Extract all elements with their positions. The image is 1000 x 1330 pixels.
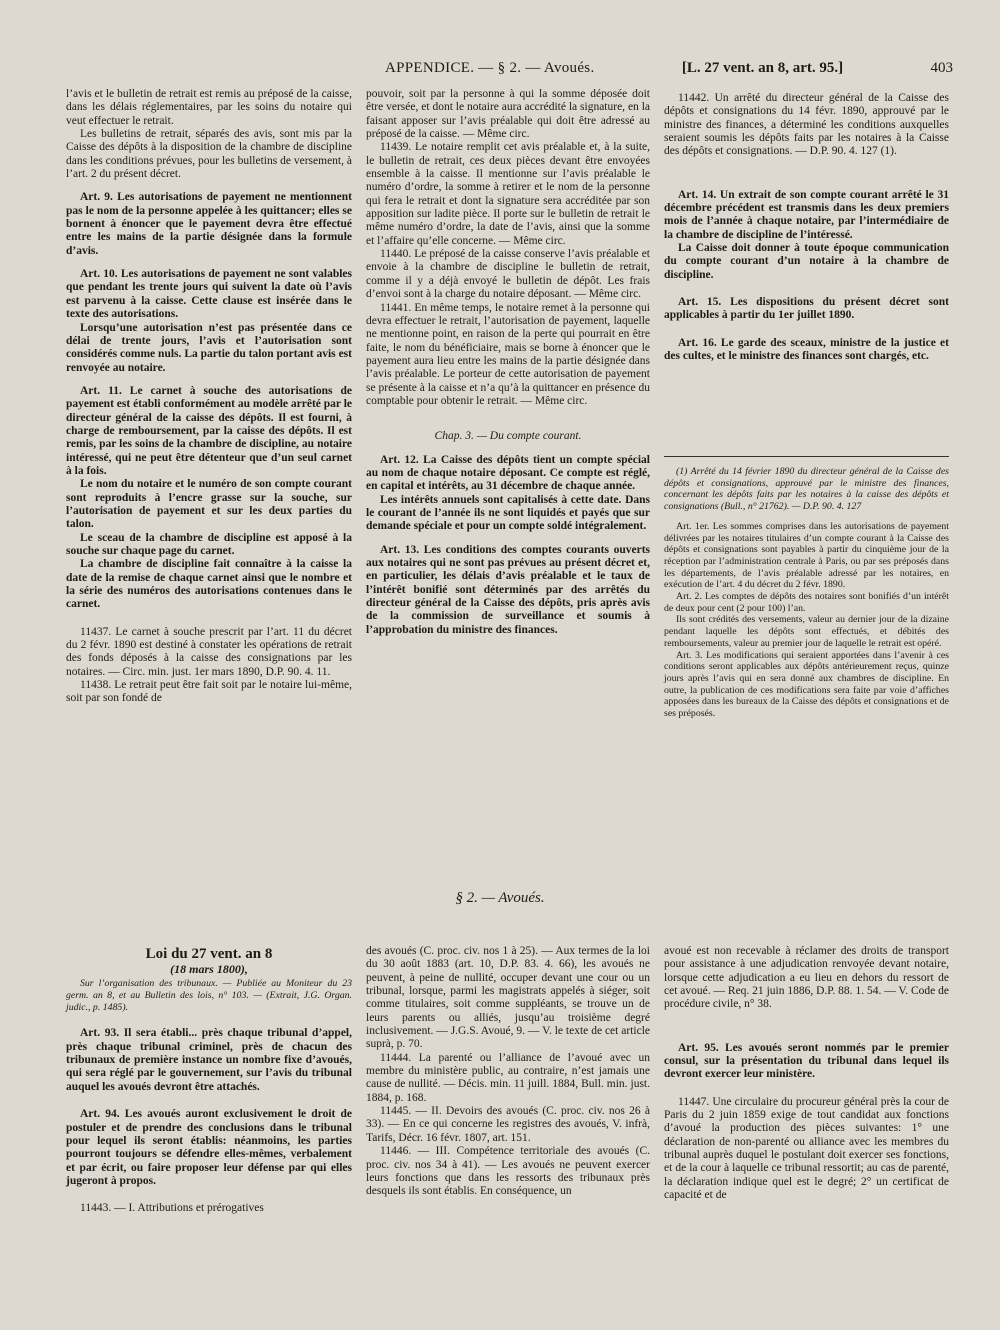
paragraph-11446: 11446. — III. Compétence territoriale des avoués (C. proc. civ. nos 34 à 41). — Les avoués ne peuvent exercer leurs fonctions que dans les ressorts des tribunaux près desquels ils sont établis. En conséquence, un <box>366 1145 650 1198</box>
article-15: Art. 15. Les dispositions du présent décret sont applicables à partir du 1er juillet 1890. <box>664 296 949 322</box>
paragraph-11439: 11439. Le notaire remplit cet avis préalable et, à la suite, le bulletin de retrait, ces deux pièces devant être envoyées ensemble à la caisse. Il mentionne sur l’avis préalable le numéro d’ordre, la somme à retirer et le nom de la personne qui fera le retrait et dont la signature sera accréditée par son apposition sur ladite pièce. Il porte sur le bulletin de retrait le même numéro d’ordre, la date de l’avis, ainsi que la somme et l’affaire qu’elle concerne. — Même circ. <box>366 141 650 247</box>
footnote-article-2: Art. 2. Les comptes de dépôts des notaires sont bonifiés d’un intérêt de deux pour cent (2 pour 100) l’an. <box>664 591 949 614</box>
chapter-heading: Chap. 3. — Du compte courant. <box>434 430 582 443</box>
footnote <box>664 466 949 720</box>
paragraph: pouvoir, soit par la personne à qui la somme déposée doit être versée, et dont le notaire aura accrédité la signature, en la faisant apposer sur l’avis préalable qui doit être adressé au préposé de la caisse. — Même circ. <box>366 88 650 141</box>
article-11: Art. 11. Le carnet à souche des autorisations de payement est établi conformément au modèle arrêté par le directeur général de la caisse des dépôts. Il est fourni, à charge de remboursement, par la caisse des dépôts. Il est remis, par les soins de la chambre de discipline, au notaire intéressé, qui ne peut être détenteur que d’un seul carnet à la fois. <box>66 384 352 477</box>
paragraph-11443: 11443. — I. Attributions et prérogatives <box>80 1202 264 1215</box>
paragraph: Les bulletins de retrait, séparés des avis, sont mis par la Caisse des dépôts à la disposition de la chambre de discipline dans les conditions prévues, pour les bulletins de versement, à l’art. 2 du présent décret. <box>66 128 352 181</box>
paragraph: La Caisse doit donner à toute époque communication du compte courant d’un notaire à la chambre de discipline. <box>664 242 949 281</box>
footnote-heading: (1) Arrêté du 14 février 1890 du directeur général de la Caisse des dépôts et consignations, approuvé par le ministre des finances, concernant les dépôts faits par les notaires à la caisse des dépôts et consignations (Bull., n° 21762). — D.P. 90. 4. 127 <box>664 466 949 513</box>
bottom-column-1 <box>66 945 352 1216</box>
top-column-3 <box>664 92 949 364</box>
page-number: 403 <box>930 60 953 76</box>
header-title: APPENDICE. — § 2. — Avoués. <box>385 60 595 76</box>
article-12: Art. 12. La Caisse des dépôts tient un compte spécial au nom de chaque notaire déposant. Ce compte est réglé, en capital et intérêts, au 31 décembre de chaque année. <box>366 453 650 493</box>
paragraph: La chambre de discipline fait connaître à la caisse la date de la remise de chaque carnet ainsi que le nombre et la série des numéros des autorisations contenues dans le carnet. <box>66 558 352 611</box>
article-16: Art. 16. Le garde des sceaux, ministre de la justice et des cultes, et le ministre des finances sont chargés, etc. <box>664 336 949 363</box>
paragraph-11447: 11447. Une circulaire du procureur général près la cour de Paris du 2 juin 1859 exige de tout candidat aux fonctions d’avoué la production des pièces suivantes: 1° une déclaration de non-parenté ou alliance avec les membres du tribunal auprès duquel le postulant doit exercer ses fonctions, et de la cour à laquelle ce tribunal ressortit; au cas de parenté, la déclaration indique quel est le degré; 2° un certificat de capacité et de <box>664 1095 949 1202</box>
footnote-article-3: Art. 3. Les modifications qui seraient apportées dans l’avenir à ces conditions seront applicables aux dépôts antérieurement reçus, quinze jours après l’avis qui en sera donné aux chambres de discipline. En outre, la publication de ces modifications sera faite par voie d’affiches apposées dans les bureaux de la Caisse des dépôts et consignations et de ses préposés. <box>664 649 949 720</box>
paragraph-11445: 11445. — II. Devoirs des avoués (C. proc. civ. nos 26 à 33). — En ce qui concerne les registres des avoués, V. infrà, Tarifs, Décr. 16 févr. 1807, art. 151. <box>366 1105 650 1144</box>
paragraph: Le sceau de la chambre de discipline est apposé à la souche sur chaque page du carnet. <box>66 531 352 557</box>
running-header <box>385 60 953 77</box>
bottom-column-2 <box>366 945 650 1199</box>
paragraph-11440: 11440. Le préposé de la caisse conserve l’avis préalable et envoie à la chambre de discipline le bulletin de retrait, comme il y a déjà envoyé le bulletin de dépôt. Les frais d’envoi sont à la charge du notaire déposant. — Même circ. <box>366 248 650 301</box>
section-title: § 2. — Avoués. <box>455 890 545 906</box>
paragraph: avoué est non recevable à réclamer des droits de transport pour assistance à une adjudication renvoyée devant notaire, lorsque cette adjudication a eu lieu en dehors du ressort de cet avoué. — Req. 21 juin 1886, D.P. 88. 1. 54. — V. Code de procédure civile, n° 38. <box>664 945 949 1011</box>
paragraph-11442: 11442. Un arrêté du directeur général de la Caisse des dépôts et consignations du 14 févr. 1890, approuvé par le ministre des finances, a déterminé les conditions auxquelles seraient soumis les dépôts faits par les notaires à la Caisse des dépôts et consignations. — D.P. 90. 4. 127 (1). <box>664 92 949 158</box>
paragraph-11437: 11437. Le carnet à souche prescrit par l’art. 11 du décret du 2 févr. 1890 est destiné à constater les opérations de retrait des fonds déposés à la caisse des consignations par les notaires. — Circ. min. just. 1er mars 1890, D.P. 90. 4. 11. <box>66 625 352 678</box>
paragraph-11441: 11441. En même temps, le notaire remet à la personne qui devra effectuer le retrait, l’autorisation de payement, laquelle ne mentionne point, en raison de la perte qui pourrait en être faite, le nom du bénéficiaire, mais se borne à énoncer que le payement aura lieu entre les mains de la partie désignée dans l’avis préalable. Le porteur de cette autorisation de payement se présente à la caisse et n’a qu’à la quittancer en présence du comptable pour obtenir le retrait. — Même circ. <box>366 301 650 407</box>
law-date: (18 mars 1800), <box>170 962 248 976</box>
bottom-column-3 <box>664 945 949 1203</box>
top-column-2 <box>366 88 650 637</box>
article-13: Art. 13. Les conditions des comptes courants ouverts aux notaires qui ne sont pas prévues au présent décret et, en particulier, les délais d’avis préalable et le taux de l’intérêt bonifié sont déterminés par des arrêtés du directeur général de la Caisse des dépôts, pris après avis de la commission de surveillance et soumis à l’approbation du ministre des finances. <box>366 543 650 636</box>
paragraph: Le nom du notaire et le numéro de son compte courant sont reproduits à l’encre grasse sur la souche, sur l’autorisation de payement et sur les deux parties du talon. <box>66 478 352 531</box>
paragraph: des avoués (C. proc. civ. nos 1 à 25). — Aux termes de la loi du 30 août 1883 (art. 10, D.P. 83. 4. 66), les avoués ne peuvent, à peine de nullité, occuper devant une cour ou un tribunal, lorsque, parmi les magistrats appelés à siéger, soit comme titulaires, soit comme suppléants, se trouve un de leurs parents ou alliés, jusqu’au troisième degré inclusivement. — J.G.S. Avoué, 9. — V. le texte de cet article suprà, p. 70. <box>366 945 650 1051</box>
article-95: Art. 95. Les avoués seront nommés par le premier consul, sur la présentation du tribunal dans lequel ils devront exercer leur ministère. <box>664 1041 949 1081</box>
footnote-rule <box>664 456 949 457</box>
article-9: Art. 9. Les autorisations de payement ne mentionnent pas le nom de la personne appelée à les quittancer; elles se bornent à énoncer que le payement devra être effectué entre les mains de la partie désignée dans la formule d’avis. <box>66 191 352 257</box>
top-column-1 <box>66 88 352 706</box>
paragraph: Lorsqu’une autorisation n’est pas présentée dans ce délai de trente jours, l’avis et l’autorisation sont considérés comme nuls. La partie du talon portant avis est renvoyée au notaire. <box>66 321 352 374</box>
article-94: Art. 94. Les avoués auront exclusivement le droit de postuler et de prendre des conclusions dans le tribunal pour lequel ils seront établis: néanmoins, les parties pourront toujours se défendre elles-mêmes, verbalement et par écrit, ou faire proposer leur défense par qui elles jugeront à propos. <box>66 1108 352 1187</box>
header-reference: [L. 27 vent. an 8, art. 95.] <box>681 60 844 76</box>
paragraph: Les intérêts annuels sont capitalisés à cette date. Dans le courant de l’année ils ne sont liquidés et payés que sur demande spéciale et pour un compte soldé intégralement. <box>366 493 650 533</box>
paragraph-11444: 11444. La parenté ou l’alliance de l’avoué avec un membre du ministère public, au contraire, n’est jamais une cause de nullité. — Décis. min. 11 juill. 1884, Bull. min. just. 1884, p. 168. <box>366 1051 650 1104</box>
article-10: Art. 10. Les autorisations de payement ne sont valables que pendant les trente jours qui suivent la date où l’avis est parvenu à la caisse. Cette clause est insérée dans le texte des autorisations. <box>66 268 352 321</box>
paragraph: l’avis et le bulletin de retrait est remis au préposé de la caisse, dans les délais réglementaires, par les soins du notaire qui veut effectuer le retrait. <box>66 88 352 127</box>
law-subtitle: Sur l’organisation des tribunaux. — Publiée au Moniteur du 23 germ. an 8, et au Bulletin des lois, n° 103. — (Extrait, J.G. Organ. judic., p. 1485). <box>66 978 352 1013</box>
article-14: Art. 14. Un extrait de son compte courant arrêté le 31 décembre précédent est transmis dans les deux premiers mois de l’année à chaque notaire, par l’intermédiaire de la chambre de discipline de l’intéressé. <box>664 188 949 241</box>
article-93: Art. 93. Il sera établi... près chaque tribunal d’appel, près chaque tribunal criminel, près de chacun des tribunaux de première instance un nombre fixe d’avoués, qui sera réglé par le gouvernement, sur l’avis du tribunal auquel les avoués devront être attachés. <box>66 1027 352 1093</box>
paragraph-11438: 11438. Le retrait peut être fait soit par le notaire lui-même, soit par son fondé de <box>66 679 352 705</box>
law-title: Loi du 27 vent. an 8 <box>145 946 273 962</box>
footnote-paragraph: Ils sont crédités des versements, valeur au dernier jour de la dizaine pendant laquelle les dépôts sont effectués, et débités des remboursements, valeur au premier jour de laquelle le retrait est opéré. <box>664 614 949 649</box>
footnote-article-1: Art. 1er. Les sommes comprises dans les autorisations de payement délivrées par les notaires titulaires d’un compte courant à la Caisse des dépôts et consignations sont payables à partir du cinquième jour de la réception par l’administration centrale à Paris, ou par ses préposés dans les départements, de l’avis préalable adressé par les notaires, en exécution de l’art. 4 du décret du 2 févr. 1890. <box>664 520 949 591</box>
